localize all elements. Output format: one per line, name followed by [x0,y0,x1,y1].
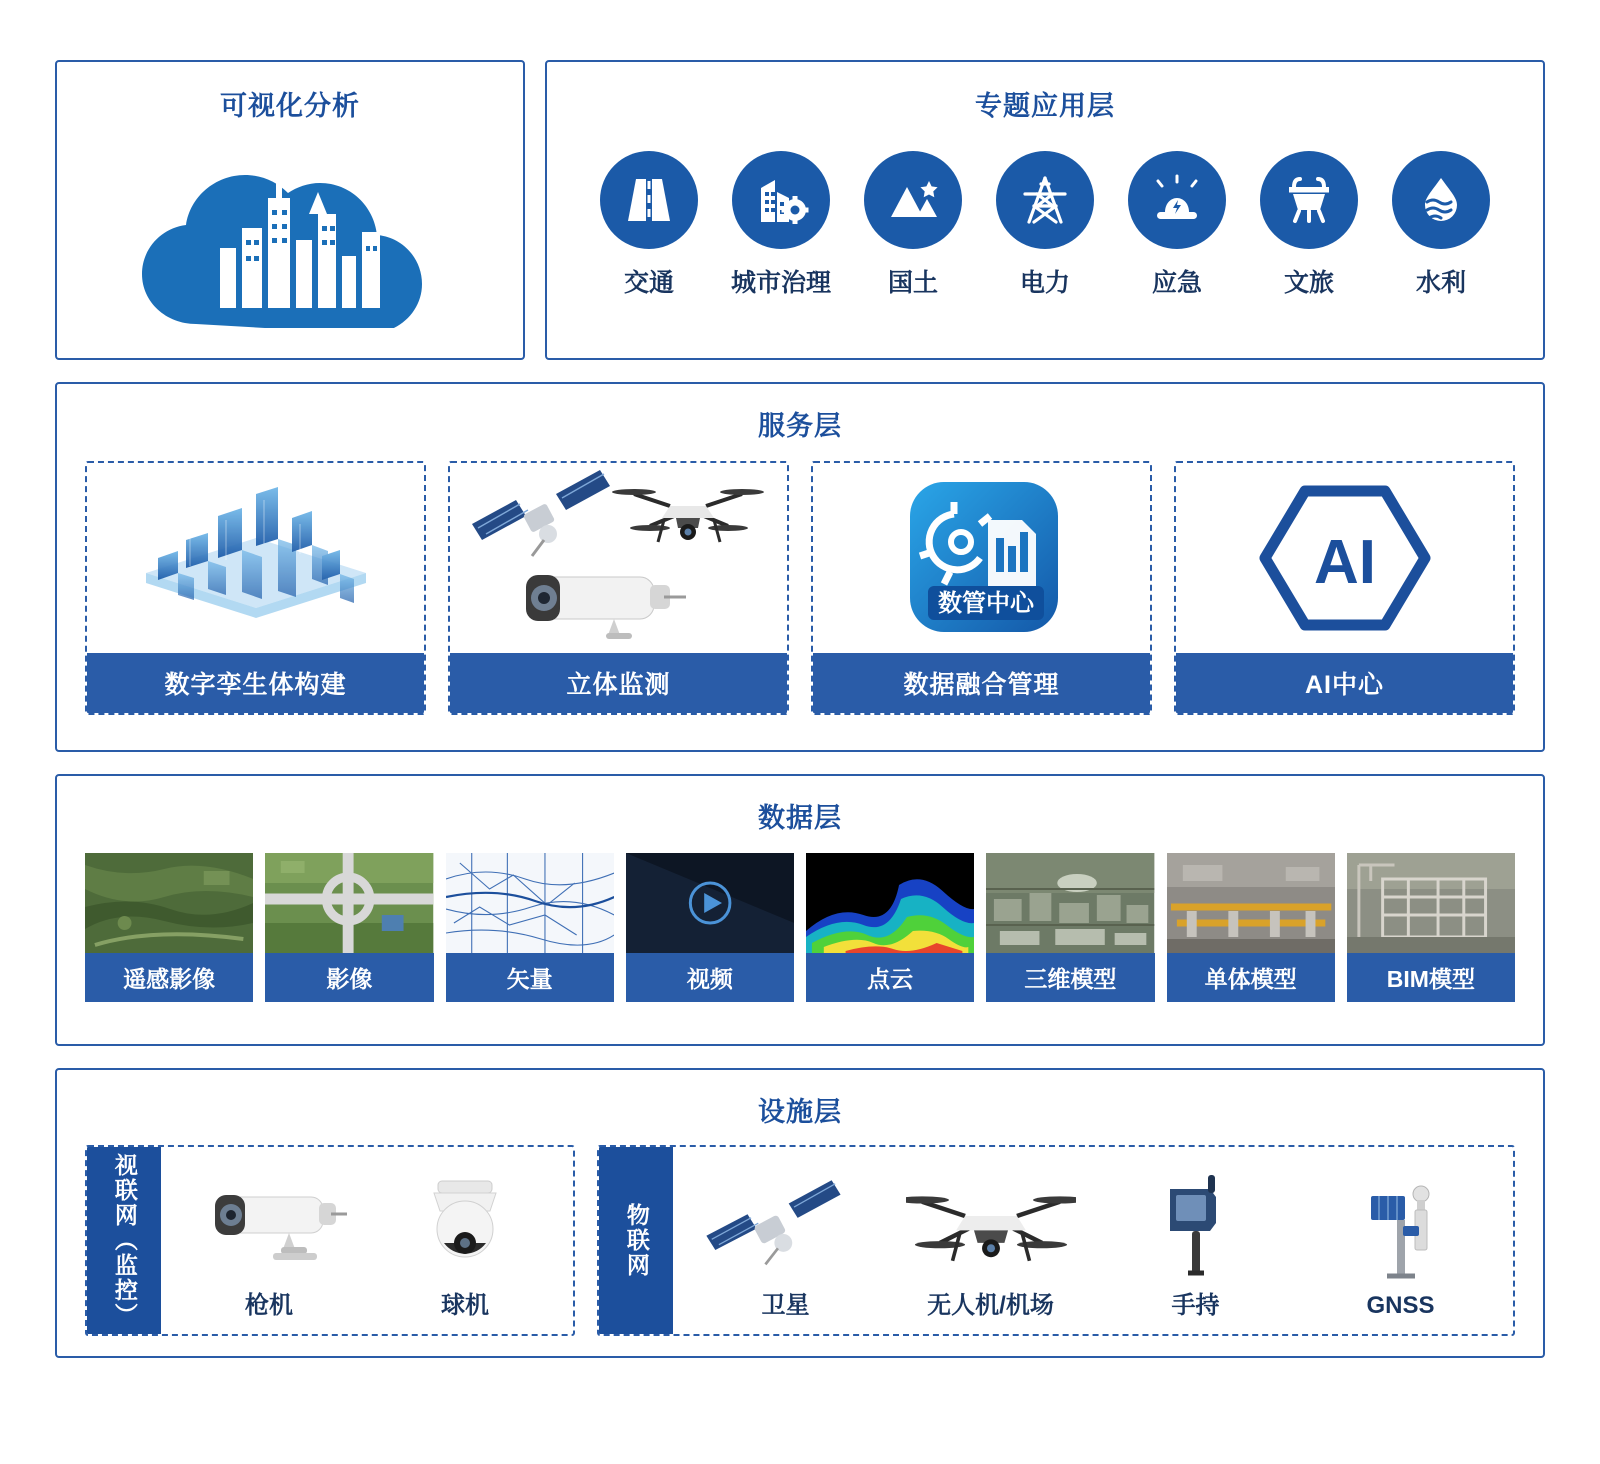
facility-group-iot [597,1145,1515,1336]
satellite-art [701,1167,871,1277]
data-layer-title: 数据层 [758,803,842,833]
app-item-traffic[interactable] [589,151,709,299]
facility-item-handheld[interactable] [1111,1167,1281,1320]
app-item-emergency[interactable] [1117,151,1237,299]
service-caption: AI中心 [1176,653,1513,713]
app-label: 文旅 [1283,269,1334,297]
handheld-device-art [1111,1167,1281,1277]
data-card-imagery[interactable] [265,853,433,1002]
service-card-ai-center[interactable] [1174,461,1515,715]
app-badge-text: 数管中心 [937,590,1034,617]
data-caption: 三维模型 [986,953,1154,1002]
applications-panel [545,60,1545,360]
service-caption: 立体监测 [450,653,787,713]
data-caption: 矢量 [446,953,614,1002]
vector-map-thumb [446,853,614,953]
facility-item-dome-camera[interactable] [380,1167,550,1320]
app-label: 交通 [623,269,674,297]
applications-row [547,123,1543,299]
facility-item-label: GNSS [1366,1292,1435,1319]
facility-item-label: 卫星 [761,1292,810,1319]
data-layer-panel [55,774,1545,1046]
data-cards-row [57,835,1543,1002]
app-item-city-governance[interactable] [721,151,841,299]
dome-camera-art [380,1167,550,1277]
power-tower-icon [996,151,1094,249]
service-caption: 数据融合管理 [813,653,1150,713]
facility-item-drone[interactable] [906,1167,1076,1320]
data-caption: BIM模型 [1347,953,1515,1002]
mountain-icon [864,151,962,249]
ai-hexagon-icon [1176,463,1513,653]
app-label: 电力 [1019,269,1070,297]
facility-item-bullet-camera[interactable] [184,1167,354,1320]
ancient-vessel-icon [1260,151,1358,249]
water-drop-icon [1392,151,1490,249]
aerial-photo-thumb [265,853,433,953]
service-card-digital-twin[interactable] [85,461,426,715]
facility-item-satellite[interactable] [701,1167,871,1320]
bim-model-thumb [1347,853,1515,953]
app-label: 水利 [1415,269,1466,297]
service-layer-title: 服务层 [758,411,842,441]
service-layer-panel [55,382,1545,752]
bullet-camera-art [184,1167,354,1277]
facility-group-tag: 物联网 [599,1147,673,1334]
ai-badge-text: AI [1313,528,1376,597]
video-play-thumb [626,853,794,953]
road-icon [600,151,698,249]
data-card-vector[interactable] [446,853,614,1002]
app-label: 国土 [887,269,938,297]
data-card-3d-model[interactable] [986,853,1154,1002]
service-cards-row [57,443,1543,715]
data-card-remote-sensing[interactable] [85,853,253,1002]
alarm-light-icon [1128,151,1226,249]
service-caption: 数字孪生体构建 [87,653,424,713]
facility-item-label: 无人机/机场 [927,1292,1054,1319]
facility-group-items [161,1147,573,1334]
facility-item-label: 枪机 [245,1292,293,1319]
3d-model-thumb [986,853,1154,953]
visualization-panel [55,60,525,360]
data-card-video[interactable] [626,853,794,1002]
app-item-culture-tourism[interactable] [1249,151,1369,299]
facility-layer-title: 设施层 [758,1097,842,1127]
app-item-land[interactable] [853,151,973,299]
digital-twin-city-art [87,463,424,653]
facility-group-items [673,1147,1513,1334]
data-card-bim-model[interactable] [1347,853,1515,1002]
visualization-title: 可视化分析 [220,91,360,121]
data-caption: 遥感影像 [85,953,253,1002]
data-caption: 影像 [265,953,433,1002]
drone-art [906,1167,1076,1277]
facility-group-video-network [85,1145,575,1336]
city-gear-icon [732,151,830,249]
facility-group-tag: 视联网（监控） [87,1147,161,1334]
service-card-data-fusion[interactable] [811,461,1152,715]
app-label: 城市治理 [730,269,831,297]
data-caption: 视频 [626,953,794,1002]
facility-item-label: 球机 [441,1292,489,1319]
applications-title: 专题应用层 [975,91,1115,121]
app-item-water[interactable] [1381,151,1501,299]
data-center-app-icon [813,463,1150,653]
service-card-stereo-monitoring[interactable] [448,461,789,715]
single-model-thumb [1167,853,1335,953]
satellite-drone-camera-art [450,463,787,653]
gnss-station-art [1316,1174,1486,1284]
data-caption: 点云 [806,953,974,1002]
facility-item-label: 手持 [1171,1292,1220,1319]
data-card-point-cloud[interactable] [806,853,974,1002]
data-caption: 单体模型 [1167,953,1335,1002]
facility-groups-row [57,1129,1543,1336]
facility-layer-panel [55,1068,1545,1358]
app-item-power[interactable] [985,151,1105,299]
top-row [55,60,1545,360]
satellite-imagery-thumb [85,853,253,953]
app-label: 应急 [1151,269,1202,297]
point-cloud-thumb [806,853,974,953]
data-card-single-model[interactable] [1167,853,1335,1002]
city-cloud-icon [57,123,523,333]
facility-item-gnss[interactable] [1316,1174,1486,1320]
